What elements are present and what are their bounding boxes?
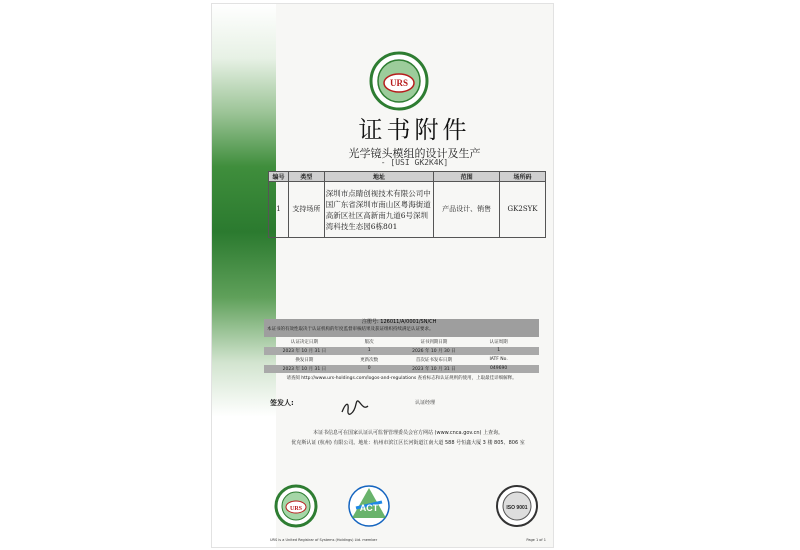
footer-left-text: URS is a United Registrar of Systems (Holdings) Ltd. member [270,538,378,542]
urs-bottom-seal [274,484,318,528]
sites-table [268,171,546,238]
page-title: 证书附件 [358,116,471,144]
act-accreditation-logo [342,480,396,530]
green-side-band [212,4,276,547]
value-decision-date: 2023 年 10 月 31 日 [282,349,327,354]
urs-seal-logo [369,51,429,111]
regulations-link-text: 请查阅 http://www.urs-holdings.com/logos-and-regulations 查看标志和认证规则的使用，上取最佳详细解释。 [286,376,517,381]
label-cycle: 认证周期 [489,340,508,345]
svg-text:ISO 9001: ISO 9001 [506,505,528,511]
certificate-info-block [264,319,539,381]
company-address-note: 优克斯认证 (杭州) 有限公司。地址：杭州市滨江区长河街道江南大道 588 号恒鑫大厦 3 楼 805、806 室 [291,440,525,446]
cell-address: 深圳市点睛创视技术有限公司中国广东省深圳市南山区粤海街道高新区社区高新南九道6号深圳湾科技生态园6栋801 [324,182,434,238]
banner-text: 本证书的有效性取决于认证机构的年度监督审核结果及获证组织持续满足认证要求。 [267,327,434,332]
svg-text:URS: URS [389,78,409,88]
svg-text:ACT: ACT [359,503,379,513]
col-address: 地址 [324,172,434,182]
value-first-issue-date: 2023 年 10 月 31 日 [412,367,456,372]
value-expiry-date: 2026 年 10 月 30 日 [412,349,456,354]
certificate-reference: - [USI GK2K4K] [380,158,449,167]
label-renewal-count: 更新次数 [360,358,379,363]
label-decision-date: 认证决定日期 [290,340,318,345]
page-footer [270,538,546,542]
col-no: 编号 [269,172,289,182]
iso-certification-seal [495,484,539,528]
label-iatf-no: IATF No. [489,357,508,362]
cell-site-code: GK2SYK [500,182,546,238]
value-reissue-date: 2023 年 10 月 31 日 [282,367,327,372]
value-renewal-count: 0 [367,366,371,371]
value-iatf-no: 049690 [490,366,508,371]
registration-number: 注册号: 126011/A/0001/SN/CH [362,319,437,325]
col-type: 类型 [288,172,324,182]
info-value-row-1 [264,347,539,355]
info-value-row-2 [264,365,539,373]
certificate-page [211,3,554,548]
col-site-code: 场所码 [500,172,546,182]
value-issue-no: 1 [367,348,371,353]
scope-text: 光学镜头模组的设计及生产 [348,147,481,160]
signature-image [340,398,370,416]
label-expiry-date: 证书到期日期 [420,340,448,345]
info-label-row-2 [264,355,539,365]
cnca-note: 本证书信息可在国家认证认可监督管理委员会官方网站 (www.cnca.gov.cn) 上查询。 [312,430,504,436]
info-banner [264,319,539,337]
label-issue-no: 版次 [364,340,374,345]
table-header-row [269,172,546,182]
footer-page-number: Page 1 of 1 [526,538,546,542]
label-first-issue-date: 首次证书发布日期 [415,358,452,363]
label-reissue-date: 换发日期 [295,358,314,363]
col-scope: 范围 [434,172,500,182]
table-row [269,182,546,238]
signed-by-label: 签发人: [270,399,294,407]
info-label-row-1 [264,337,539,347]
cell-type: 支持场所 [288,182,324,238]
cell-scope: 产品设计、销售 [434,182,500,238]
value-cycle: 1 [497,348,501,353]
svg-text:URS: URS [289,506,303,512]
certification-manager-label: 认证经理 [415,400,436,406]
cell-no: 1 [269,182,289,238]
